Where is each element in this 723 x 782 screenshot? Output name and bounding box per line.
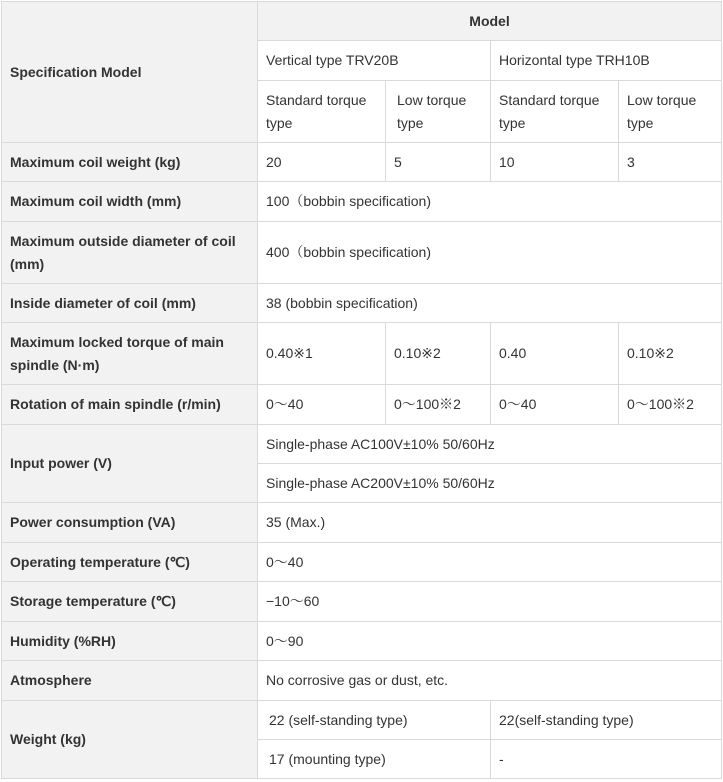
table-row — [2, 661, 722, 701]
cell-value: 0.40 — [491, 323, 619, 385]
row-label: Maximum outside diameter of coil (mm) — [2, 222, 258, 284]
row-label: Atmosphere — [2, 661, 258, 701]
cell-value: 100（bobbin specification) — [258, 182, 722, 222]
model-header: Model — [258, 2, 722, 41]
row-label: Maximum coil width (mm) — [2, 182, 258, 222]
row-label: Operating temperature (℃) — [2, 543, 258, 582]
row-label: Storage temperature (℃) — [2, 582, 258, 622]
cell-value: 10 — [491, 143, 619, 182]
cell-value: 0～90 — [258, 622, 722, 661]
cell-value: 17 (mounting type) — [258, 740, 491, 779]
row-label: Input power (V) — [2, 425, 258, 503]
row-label: Weight (kg) — [2, 701, 258, 779]
table-row — [2, 622, 722, 661]
cell-value: −10～60 — [258, 582, 722, 622]
cell-value: 0～100※2 — [619, 385, 722, 425]
row-label: Inside diameter of coil (mm) — [2, 284, 258, 323]
vertical-standard-torque-header: Standard torque type — [258, 81, 386, 143]
cell-value: 0～100※2 — [386, 385, 491, 425]
table-row — [2, 143, 722, 182]
horizontal-low-torque-header: Low torque type — [619, 81, 722, 143]
table-row — [2, 182, 722, 222]
cell-value: 0.40※1 — [258, 323, 386, 385]
table-row — [2, 503, 722, 543]
horizontal-type-header: Horizontal type TRH10B — [491, 41, 722, 81]
cell-value: 0～40 — [491, 385, 619, 425]
table-row — [2, 385, 722, 425]
spec-model-header: Specification Model — [2, 2, 258, 143]
table-row — [2, 323, 722, 385]
cell-value: 0～40 — [258, 385, 386, 425]
vertical-low-torque-header: Low torque type — [386, 81, 491, 143]
cell-value: 0～40 — [258, 543, 722, 582]
table-row — [2, 222, 722, 284]
cell-value: 38 (bobbin specification) — [258, 284, 722, 323]
cell-value: 20 — [258, 143, 386, 182]
cell-value: 22 (self-standing type) — [258, 701, 491, 740]
table-row — [2, 284, 722, 323]
specification-table — [1, 1, 722, 779]
cell-value: 5 — [386, 143, 491, 182]
table-row — [2, 582, 722, 622]
table-row — [2, 425, 722, 464]
horizontal-standard-torque-header: Standard torque type — [491, 81, 619, 143]
cell-value: 400（bobbin specification) — [258, 222, 722, 284]
cell-value: 22(self-standing type) — [491, 701, 722, 740]
cell-value: 35 (Max.) — [258, 503, 722, 543]
cell-value: Single-phase AC100V±10% 50/60Hz — [258, 425, 722, 464]
row-label: Rotation of main spindle (r/min) — [2, 385, 258, 425]
cell-value: 3 — [619, 143, 722, 182]
cell-value: No corrosive gas or dust, etc. — [258, 661, 722, 701]
row-label: Maximum coil weight (kg) — [2, 143, 258, 182]
cell-value: 0.10※2 — [619, 323, 722, 385]
table-row — [2, 701, 722, 740]
cell-value: - — [491, 740, 722, 779]
table-row — [2, 543, 722, 582]
row-label: Maximum locked torque of main spindle (N·m) — [2, 323, 258, 385]
cell-value: 0.10※2 — [386, 323, 491, 385]
row-label: Power consumption (VA) — [2, 503, 258, 543]
vertical-type-header: Vertical type TRV20B — [258, 41, 491, 81]
cell-value: Single-phase AC200V±10% 50/60Hz — [258, 464, 722, 503]
row-label: Humidity (%RH) — [2, 622, 258, 661]
